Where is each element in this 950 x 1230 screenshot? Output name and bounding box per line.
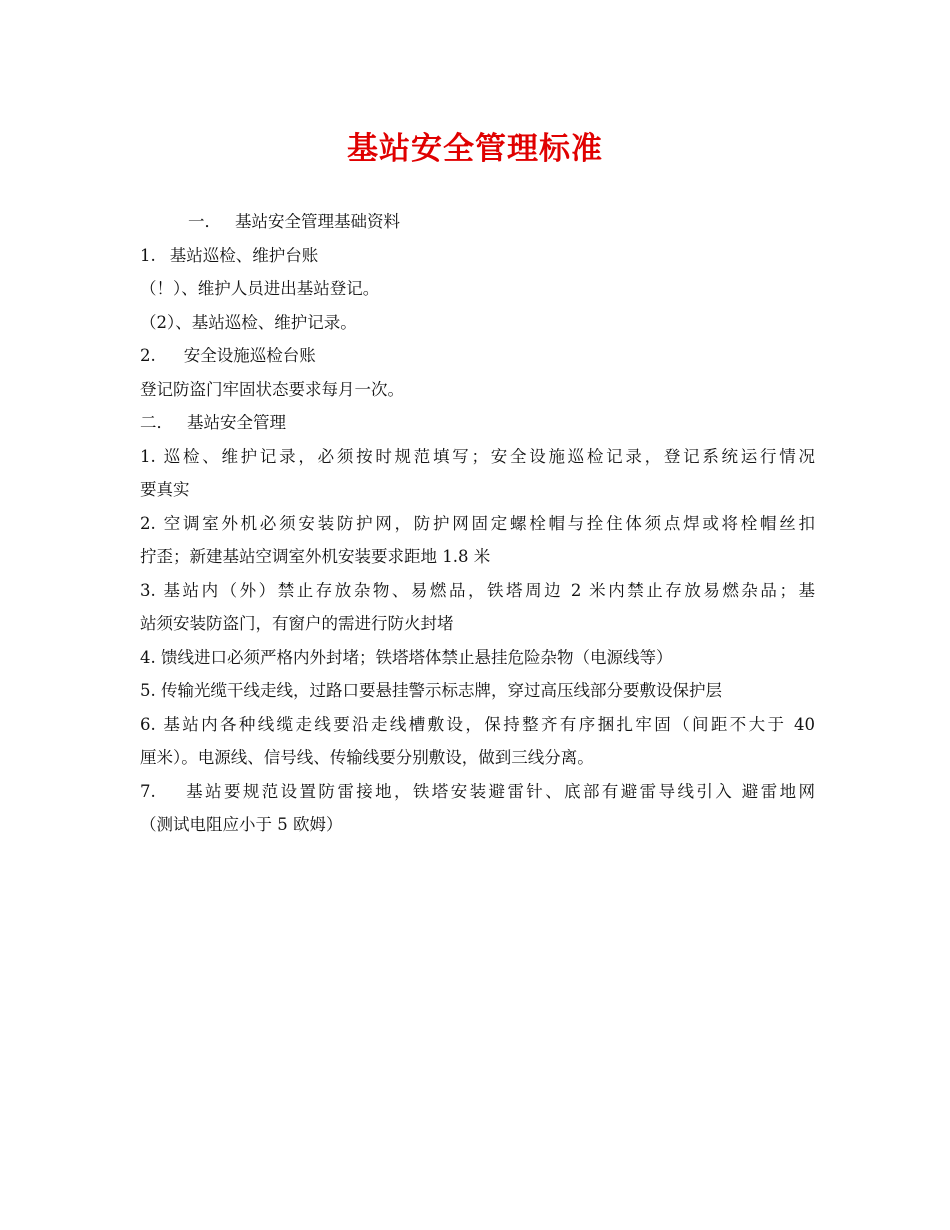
rule-line bbox=[140, 507, 815, 541]
rule-continuation: （测试电阻应小于 5 欧姆） bbox=[140, 815, 343, 834]
item-text: 安全设施巡检台账 bbox=[183, 346, 316, 365]
rule-line bbox=[140, 641, 815, 675]
rule-line bbox=[140, 440, 815, 474]
section-heading-text: 基站安全管理 bbox=[187, 413, 286, 432]
rule-text: 巡检、维护记录，必须按时规范填写；安全设施巡检记录，登记系统运行情况 bbox=[163, 446, 815, 466]
item-number: 4. bbox=[140, 647, 156, 667]
rule-text: 基站内（外）禁止存放杂物、易燃品，铁塔周边 2 米内禁止存放易燃杂品；基 bbox=[163, 580, 815, 600]
rule-continuation: 拧歪；新建基站空调室外机安装要求距地 1.8 米 bbox=[140, 547, 491, 566]
rule-text: 传输光缆干线走线，过路口要悬挂警示标志牌，穿过高压线部分要敷设保护层 bbox=[161, 681, 722, 700]
rule-line bbox=[140, 775, 815, 809]
rule-text: 基站内各种线缆走线要沿走线槽敷设，保持整齐有序捆扎牢固（间距不大于 40 bbox=[163, 714, 815, 734]
paragraph: 登记防盗门牢固状态要求每月一次。 bbox=[140, 379, 404, 399]
section-heading-2 bbox=[140, 406, 815, 440]
rule-continuation: 站须安装防盗门，有窗户的需进行防火封堵 bbox=[140, 614, 454, 633]
rule-continuation: 厘米）。电源线、信号线、传输线要分别敷设，做到三线分离。 bbox=[140, 748, 594, 767]
section-heading-1 bbox=[140, 205, 815, 239]
item-number: 1. bbox=[140, 446, 156, 466]
item-number: 3. bbox=[140, 580, 156, 600]
sub-item: （！）、维护人员进出基站登记。 bbox=[140, 279, 380, 298]
rule-line bbox=[140, 708, 815, 742]
rule-text: 基站要规范设置防雷接地，铁塔安装避雷针、底部有避雷导线引入 避雷地网 bbox=[183, 781, 815, 801]
rule-text: 空调室外机必须安装防护网，防护网固定螺栓帽与拴住体须点焊或将栓帽丝扣 bbox=[163, 513, 815, 533]
list-item bbox=[140, 239, 815, 273]
item-number: 1. bbox=[140, 245, 156, 265]
section-number: 二． bbox=[140, 413, 173, 432]
item-text: 基站巡检、维护台账 bbox=[169, 245, 319, 265]
item-number: 7. bbox=[140, 781, 156, 801]
rule-line bbox=[140, 674, 815, 708]
document-body bbox=[140, 205, 815, 842]
section-number: 一． bbox=[188, 212, 221, 231]
document-title: 基站安全管理标准 bbox=[347, 131, 603, 167]
item-number: 2. bbox=[140, 346, 156, 365]
list-item bbox=[140, 339, 815, 373]
section-heading-text: 基站安全管理基础资料 bbox=[235, 212, 400, 231]
rule-line bbox=[140, 574, 815, 608]
item-number: 2. bbox=[140, 513, 156, 533]
sub-item: （2）、基站巡检、维护记录。 bbox=[140, 312, 357, 332]
rule-text: 馈线进口必须严格内外封堵；铁塔塔体禁止悬挂危险杂物（电源线等） bbox=[161, 647, 673, 667]
item-number: 5. bbox=[140, 681, 156, 700]
rule-continuation: 要真实 bbox=[140, 480, 190, 499]
item-number: 6. bbox=[140, 714, 156, 734]
